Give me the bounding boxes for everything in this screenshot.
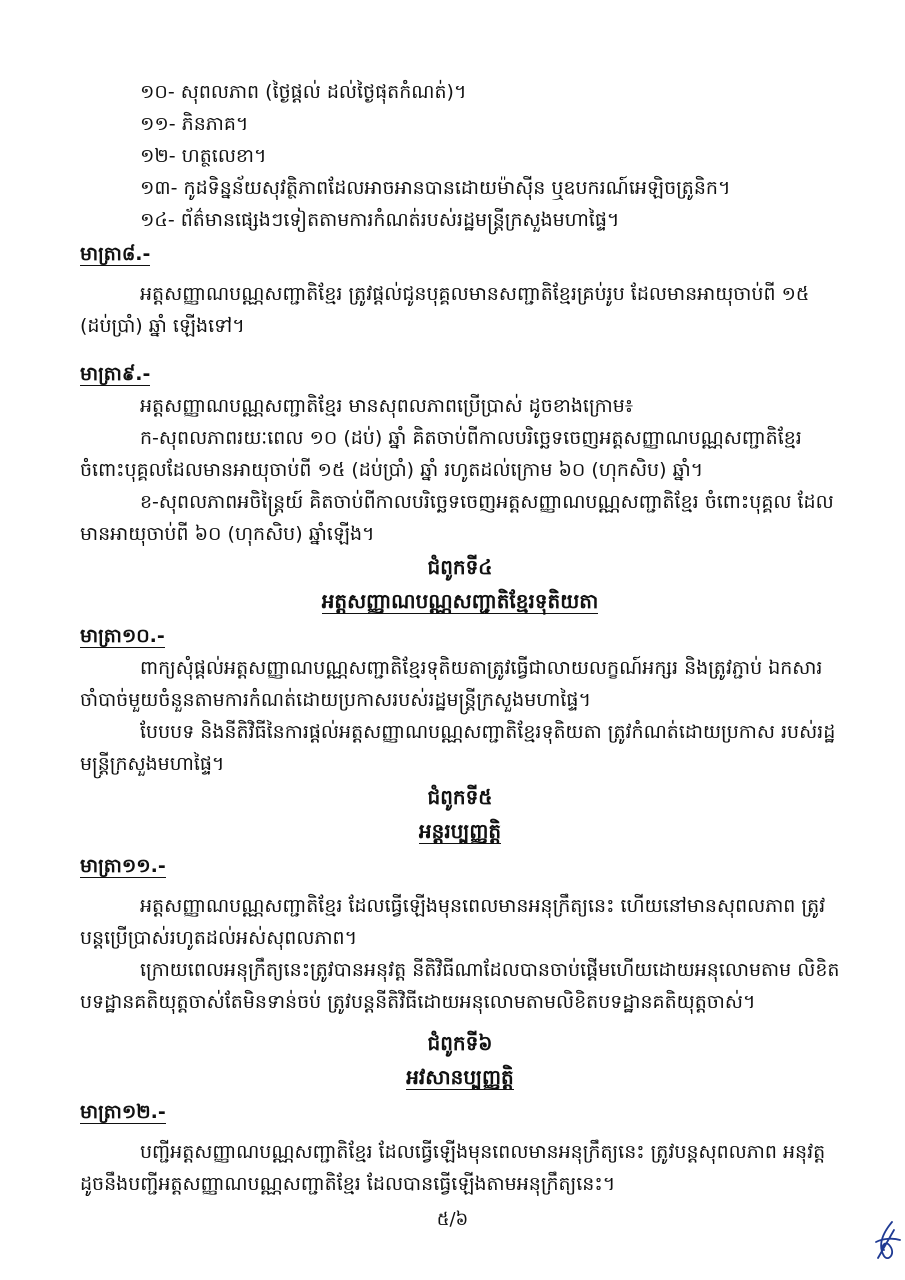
chapter-5-number: ជំពូកទី៥ (427, 785, 493, 809)
chapter-6-number: ជំពូកទី៦ (427, 1031, 493, 1055)
article-9-item-a: ក-សុពលភាពរយៈពេល ១០ (ដប់) ឆ្នាំ គិតចាប់ពីកាលបរិច្ឆេទចេញអត្តសញ្ញាណបណ្ណសញ្ជាតិខ្មែរ ចំពោះបុគ្គលដែលមានអាយុចាប់ពី ១៥ (ដប់ប្រាំ) ឆ្នាំ រហូតដល់ក្រោម ៦០ (ហុកសិប) ឆ្នាំ។ (80, 427, 802, 481)
article-9-intro: អត្តសញ្ញាណបណ្ណសញ្ជាតិខ្មែរ មានសុពលភាពប្រើប្រាស់ ដូចខាងក្រោម៖ (140, 395, 634, 417)
list-item: ១៣- កូដទិន្នន័យសុវត្ថិភាពដែលអាចអានបានដោយម៉ាស៊ីន ឬឧបករណ៍អេឡិចត្រូនិក។ (140, 177, 731, 199)
handwritten-initials-icon (872, 1216, 902, 1264)
article-11-paragraph-2: ក្រោយពេលអនុក្រឹត្យនេះត្រូវបានអនុវត្ត នីតិវិធីណាដែលបានចាប់ផ្តើមហើយដោយអនុលោមតាម លិខិតបទដ្ឋានគតិយុត្តចាស់តែមិនទាន់ចប់ ត្រូវបន្តនីតិវិធីដោយអនុលោមតាមលិខិតបទដ្ឋានគតិយុត្តចាស់។ (80, 959, 840, 1013)
article-10-paragraph-1: ពាក្យសុំផ្តល់អត្តសញ្ញាណបណ្ណសញ្ជាតិខ្មែរទុតិយតាត្រូវធ្វើជាលាយលក្ខណ៍អក្សរ និងត្រូវភ្ជាប់ ឯកសារចាំបាច់មួយចំនួនតាមការកំណត់ដោយប្រកាសរបស់រដ្ឋមន្ត្រីក្រសួងមហាផ្ទៃ។ (80, 657, 823, 711)
article-9-heading: មាត្រា៩.- (80, 363, 151, 385)
article-12-paragraph: បញ្ជីអត្តសញ្ញាណបណ្ណសញ្ជាតិខ្មែរ ដែលធ្វើឡើងមុនពេលមានអនុក្រឹត្យនេះ ត្រូវបន្តសុពលភាព អនុវត្តដូចនឹងបញ្ជីអត្តសញ្ញាណបណ្ណសញ្ជាតិខ្មែរ ដែលបានធ្វើឡើងតាមអនុក្រឹត្យនេះ។ (80, 1141, 826, 1195)
article-11-heading: មាត្រា១១.- (80, 855, 166, 877)
article-12-heading: មាត្រា១២.- (80, 1101, 166, 1123)
chapter-5-title: អន្តរប្បញ្ញត្តិ (418, 819, 502, 843)
article-8-heading: មាត្រា៨.- (80, 243, 151, 265)
page-number: ៥/៦ (436, 1209, 469, 1230)
chapter-4-number: ជំពូកទី៤ (427, 555, 493, 579)
list-item: ១០- សុពលភាព (ថ្ងៃផ្តល់ ដល់ថ្ងៃផុតកំណត់)។ (140, 81, 467, 103)
article-8-paragraph: អត្តសញ្ញាណបណ្ណសញ្ជាតិខ្មែរ ត្រូវផ្តល់ជូនបុគ្គលមានសញ្ជាតិខ្មែរគ្រប់រូប ដែលមានអាយុចាប់ពី ១៥ (ដប់ប្រាំ) ឆ្នាំ ឡើងទៅ។ (80, 283, 810, 337)
chapter-4-title: អត្តសញ្ញាណបណ្ណសញ្ជាតិខ្មែរទុតិយតា (321, 589, 599, 613)
chapter-6-title: អវសានប្បញ្ញត្តិ (406, 1065, 514, 1089)
article-11-paragraph-1: អត្តសញ្ញាណបណ្ណសញ្ជាតិខ្មែរ ដែលធ្វើឡើងមុនពេលមានអនុក្រឹត្យនេះ ហើយនៅមានសុពលភាព ត្រូវបន្តប្រើប្រាស់រហូតដល់អស់សុពលភាព។ (80, 895, 826, 949)
list-item: ១២- ហត្ថលេខា។ (140, 145, 267, 167)
list-item: ១១- ភិនភាគ។ (140, 113, 249, 135)
list-item: ១៤- ព័ត៌មានផ្សេងៗទៀតតាមការកំណត់របស់រដ្ឋមន្ត្រីក្រសួងមហាផ្ទៃ។ (140, 209, 620, 231)
article-10-paragraph-2: បែបបទ និងនីតិវិធីនៃការផ្តល់អត្តសញ្ញាណបណ្ណសញ្ជាតិខ្មែរទុតិយតា ត្រូវកំណត់ដោយប្រកាស របស់រដ្ឋមន្ត្រីក្រសួងមហាផ្ទៃ។ (80, 721, 836, 775)
document-body (80, 76, 840, 1200)
article-10-heading: មាត្រា១០.- (80, 625, 165, 647)
article-9-item-b: ខ-សុពលភាពអចិន្ត្រៃយ៍ គិតចាប់ពីកាលបរិច្ឆេទចេញអត្តសញ្ញាណបណ្ណសញ្ជាតិខ្មែរ ចំពោះបុគ្គល ដែលមានអាយុចាប់ពី ៦០ (ហុកសិប) ឆ្នាំឡើង។ (80, 491, 834, 545)
